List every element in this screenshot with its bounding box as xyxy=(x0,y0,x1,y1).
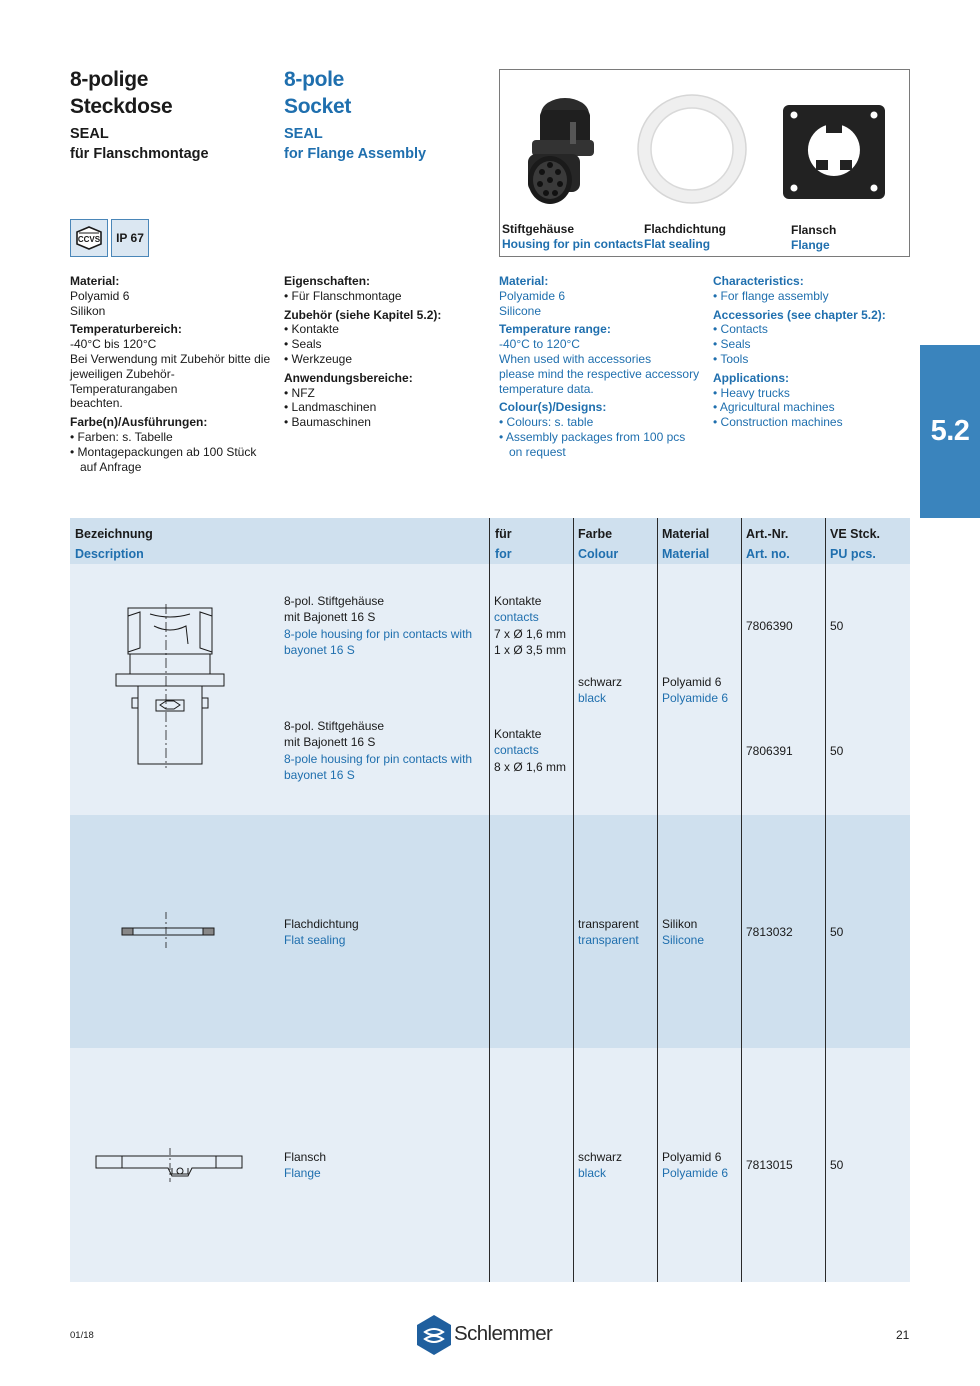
description-en: bayonet 16 S xyxy=(284,768,355,783)
applications-value-en: • Agricultural machines xyxy=(713,400,835,415)
pu-pcs: 50 xyxy=(830,925,844,939)
description-en: 8-pole housing for pin contacts with xyxy=(284,626,473,641)
description-de: mit Bajonett 16 S xyxy=(284,735,376,750)
table-header xyxy=(70,518,910,564)
table-row-7806390-description xyxy=(284,593,472,659)
column-divider xyxy=(657,518,658,1282)
art-no: 7806390 xyxy=(746,619,793,633)
applications-value-de: • Baumaschinen xyxy=(284,415,371,430)
ccvs-badge xyxy=(70,219,108,257)
header-description xyxy=(75,524,153,564)
description-de: Flansch xyxy=(284,1150,327,1164)
material-value-en: Silicone xyxy=(499,303,542,318)
pu-pcs: 50 xyxy=(830,744,844,758)
properties-en-col1 xyxy=(499,274,704,460)
column-divider xyxy=(825,518,826,1282)
colour-value-en: • Assembly packages from 100 pcs xyxy=(499,429,686,444)
for-de: Kontakte xyxy=(494,594,542,608)
seal-drawing xyxy=(118,910,218,950)
pu-pcs: 50 xyxy=(830,619,844,633)
properties-en-col2 xyxy=(713,274,918,430)
material-value-en: Polyamide 6 xyxy=(499,288,566,303)
colour-label-de: Farbe(n)/Ausführungen: xyxy=(70,415,208,430)
temp-note-de: Bei Verwendung mit Zubehör bitte die xyxy=(70,351,271,366)
housing-material xyxy=(662,674,728,707)
colour-value-de: • Farben: s. Tabelle xyxy=(70,429,173,444)
caption-flange-de: Flansch xyxy=(791,223,837,237)
description-en: Flange xyxy=(284,1166,321,1181)
colour-de: schwarz xyxy=(578,675,623,689)
temp-note-de: jeweiligen Zubehör-Temperaturangaben xyxy=(70,366,178,396)
header-material-de: Material xyxy=(662,527,710,541)
brand-name: Schlemmer xyxy=(454,1322,553,1345)
description-de: 8-pol. Stiftgehäuse xyxy=(284,719,385,733)
colour-value-de: • Montagepackungen ab 100 Stück xyxy=(70,444,257,459)
svg-text:CCVS: CCVS xyxy=(77,235,101,244)
temp-value-de: -40°C bis 120°C xyxy=(70,337,157,352)
accessories-value-en: • Seals xyxy=(713,337,751,352)
colour-label-en: Colour(s)/Designs: xyxy=(499,400,607,415)
header-pu-de: VE Stck. xyxy=(830,527,881,541)
subtitle-de-line1: SEAL xyxy=(70,126,109,142)
properties-de-col2 xyxy=(284,274,489,430)
flat-seal-photo xyxy=(635,92,750,207)
header-pu-en: PU pcs. xyxy=(830,547,876,561)
applications-value-en: • Heavy trucks xyxy=(713,385,790,400)
characteristics-value-de: • Für Flanschmontage xyxy=(284,288,402,303)
description-en: bayonet 16 S xyxy=(284,643,355,658)
art-no: 7806391 xyxy=(746,744,793,758)
description-de: Flachdichtung xyxy=(284,917,359,931)
ip-rating-badge: IP 67 xyxy=(111,219,149,257)
applications-value-en: • Construction machines xyxy=(713,415,843,430)
temp-note-en: please mind the respective accessory xyxy=(499,366,700,381)
for-spec: 7 x Ø 1,6 mm xyxy=(494,626,567,641)
header-art-no-en: Art. no. xyxy=(746,547,790,561)
chapter-number: 5.2 xyxy=(930,415,970,447)
temp-label-en: Temperature range: xyxy=(499,322,611,337)
subtitle-en-line1: SEAL xyxy=(284,126,323,142)
applications-label-de: Anwendungsbereiche: xyxy=(284,370,413,385)
caption-housing-de: Stiftgehäuse xyxy=(502,222,575,236)
title-en-line1: 8-pole xyxy=(284,68,345,91)
housing-drawing xyxy=(110,604,230,768)
flange-drawing xyxy=(92,1144,248,1184)
temp-note-en: temperature data. xyxy=(499,381,594,396)
material-label-en: Material: xyxy=(499,274,549,288)
colour-en: black xyxy=(578,1166,607,1181)
colour-en: transparent xyxy=(578,933,639,948)
chapter-tab xyxy=(920,345,980,518)
title-de xyxy=(70,66,209,164)
subtitle-en-line2: for Flange Assembly xyxy=(284,146,427,162)
header-colour xyxy=(578,524,618,564)
colour-de: schwarz xyxy=(578,1150,623,1164)
description-en: 8-pole housing for pin contacts with xyxy=(284,751,473,766)
for-de: Kontakte xyxy=(494,727,542,741)
caption-seal-en: Flat sealing xyxy=(644,236,711,251)
art-no: 7813015 xyxy=(746,1158,793,1172)
material-en: Polyamide 6 xyxy=(662,691,729,706)
caption-seal xyxy=(644,222,726,251)
title-en-line2: Socket xyxy=(284,95,352,118)
header-pu xyxy=(830,524,880,564)
table-row-7813015-material xyxy=(662,1149,728,1182)
header-material xyxy=(662,524,709,564)
description-en: Flat sealing xyxy=(284,933,346,948)
art-no: 7813032 xyxy=(746,925,793,939)
temp-label-de: Temperaturbereich: xyxy=(70,322,182,337)
header-art-no-de: Art.-Nr. xyxy=(746,527,789,541)
colour-value-en: on request xyxy=(509,444,566,459)
schlemmer-logo-icon xyxy=(415,1314,453,1356)
applications-value-de: • Landmaschinen xyxy=(284,400,377,415)
header-for-de: für xyxy=(495,527,512,541)
material-en: Polyamide 6 xyxy=(662,1166,729,1181)
material-label-de: Material: xyxy=(70,274,120,288)
accessories-value-de: • Seals xyxy=(284,337,322,352)
characteristics-label-de: Eigenschaften: xyxy=(284,274,371,288)
for-en: contacts xyxy=(494,743,539,758)
table-row-7813032-material xyxy=(662,916,704,949)
housing-colour xyxy=(578,674,622,707)
characteristics-value-en: • For flange assembly xyxy=(713,288,829,303)
pin-housing-photo xyxy=(510,92,605,207)
accessories-label-de: Zubehör (siehe Kapitel 5.2): xyxy=(284,307,442,322)
caption-seal-de: Flachdichtung xyxy=(644,222,726,236)
temp-note-de: beachten. xyxy=(70,396,123,411)
caption-flange-en: Flange xyxy=(791,237,830,252)
colour-value-en: • Colours: s. table xyxy=(499,415,594,430)
temp-note-en: When used with accessories xyxy=(499,351,652,366)
caption-housing-en: Housing for pin contacts xyxy=(502,236,644,251)
header-material-en: Material xyxy=(662,547,710,561)
table-row-7806391-description xyxy=(284,718,472,784)
colour-en: black xyxy=(578,691,607,706)
ccvs-approval-icon xyxy=(71,220,107,256)
material-en: Silicone xyxy=(662,933,705,948)
table-row-7806391-for xyxy=(494,726,566,775)
caption-flange xyxy=(791,223,836,252)
table-row-7813015-description xyxy=(284,1149,326,1182)
title-en xyxy=(284,66,426,164)
column-divider xyxy=(573,518,574,1282)
accessories-value-en: • Contacts xyxy=(713,322,768,337)
material-de: Polyamid 6 xyxy=(662,1150,722,1164)
material-de: Polyamid 6 xyxy=(662,675,722,689)
table-row-7813015-colour xyxy=(578,1149,622,1182)
pu-pcs: 50 xyxy=(830,1158,844,1172)
header-description-en: Description xyxy=(75,547,144,561)
accessories-value-en: • Tools xyxy=(713,351,749,366)
colour-de: transparent xyxy=(578,917,639,931)
header-art-no xyxy=(746,524,790,564)
characteristics-label-en: Characteristics: xyxy=(713,274,804,288)
material-value-de: Silikon xyxy=(70,303,106,318)
for-en: contacts xyxy=(494,610,539,625)
header-for-en: for xyxy=(495,547,512,561)
table-row-7813032-description xyxy=(284,916,359,949)
colour-value-de: auf Anfrage xyxy=(80,459,142,474)
table-row-7806390-for xyxy=(494,593,566,659)
column-divider xyxy=(741,518,742,1282)
footer-date: 01/18 xyxy=(70,1330,94,1341)
page-number: 21 xyxy=(896,1328,910,1342)
header-colour-en: Colour xyxy=(578,547,619,561)
for-spec: 1 x Ø 3,5 mm xyxy=(494,643,567,658)
header-colour-de: Farbe xyxy=(578,527,613,541)
material-de: Silikon xyxy=(662,917,698,931)
material-value-de: Polyamid 6 xyxy=(70,288,130,303)
flange-photo xyxy=(780,102,888,202)
caption-housing xyxy=(502,222,643,251)
header-description-de: Bezeichnung xyxy=(75,527,153,541)
title-de-line1: 8-polige xyxy=(70,68,149,91)
properties-de-col1 xyxy=(70,274,275,474)
description-de: mit Bajonett 16 S xyxy=(284,610,376,625)
accessories-value-de: • Werkzeuge xyxy=(284,351,353,366)
applications-value-de: • NFZ xyxy=(284,385,315,400)
column-divider xyxy=(489,518,490,1282)
title-de-line2: Steckdose xyxy=(70,95,173,118)
description-de: 8-pol. Stiftgehäuse xyxy=(284,594,385,608)
product-pictures-box xyxy=(499,69,910,257)
temp-value-en: -40°C to 120°C xyxy=(499,337,580,352)
subtitle-de-line2: für Flanschmontage xyxy=(70,146,209,162)
accessories-value-de: • Kontakte xyxy=(284,322,339,337)
for-spec: 8 x Ø 1,6 mm xyxy=(494,759,567,774)
accessories-label-en: Accessories (see chapter 5.2): xyxy=(713,307,886,322)
applications-label-en: Applications: xyxy=(713,370,790,385)
header-for xyxy=(495,524,512,564)
table-row-7813032-colour xyxy=(578,916,639,949)
